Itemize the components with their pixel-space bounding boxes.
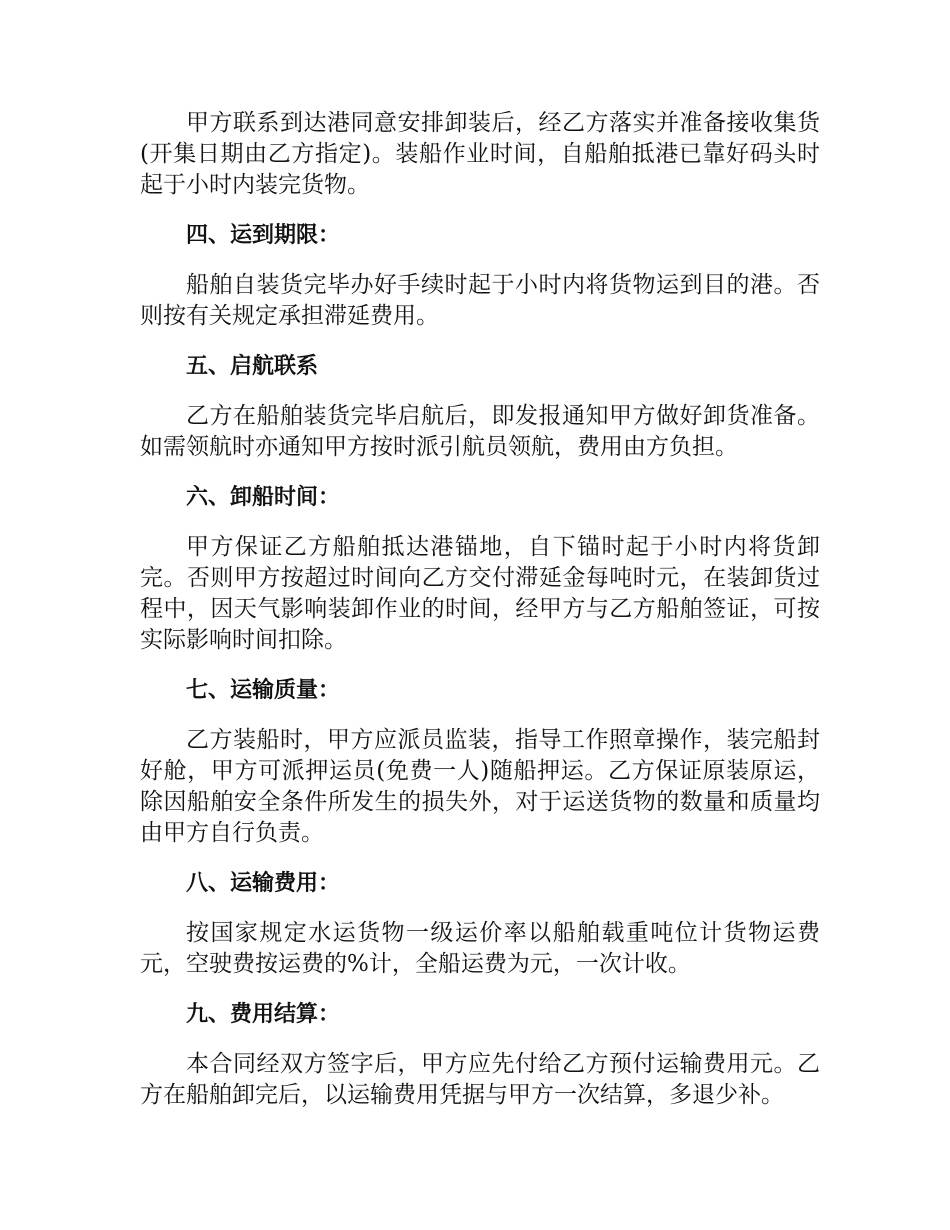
section-heading-settlement: 九、费用结算：	[186, 1002, 341, 1027]
loading-time-paragraph: 甲方联系到达港同意安排卸装后，经乙方落实并准备接收集货(开集日期由乙方指定)。装船作业时间，自船舶抵港已靠好码头时起于小时内装完货物。	[140, 110, 820, 198]
document-page	[140, 108, 820, 1130]
transport-cost-paragraph: 按国家规定水运货物一级运价率以船舶载重吨位计货物运费元，空驶费按运费的%计，全船运费为元，一次计收。	[140, 920, 820, 977]
section-heading-unloading-time: 六、卸船时间：	[186, 485, 341, 510]
section-heading-transport-quality: 七、运输质量：	[186, 678, 341, 703]
unloading-time-paragraph: 甲方保证乙方船舶抵达港锚地，自下锚时起于小时内将货卸完。否则甲方按超过时间向乙方交付滞延金每吨时元，在装卸货过程中，因天气影响装卸作业的时间，经甲方与乙方船舶签证，可按实际影响时间扣除。	[140, 534, 820, 653]
settlement-paragraph: 本合同经双方签字后，甲方应先付给乙方预付运输费用元。乙方在船舶卸完后，以运输费用凭据与甲方一次结算，多退少补。	[140, 1051, 820, 1108]
transport-quality-paragraph: 乙方装船时，甲方应派员监装，指导工作照章操作，装完船封好舱，甲方可派押运员(免费一人)随船押运。乙方保证原装原运，除因船舶安全条件所发生的损失外，对于运送货物的数量和质量均由甲方自行负责。	[140, 727, 820, 846]
section-heading-departure-contact: 五、启航联系	[186, 354, 319, 379]
section-heading-delivery-deadline: 四、运到期限：	[186, 223, 341, 248]
section-heading-transport-cost: 八、运输费用：	[186, 871, 341, 896]
delivery-deadline-paragraph: 船舶自装货完毕办好手续时起于小时内将货物运到目的港。否则按有关规定承担滞延费用。	[140, 272, 820, 329]
departure-contact-paragraph: 乙方在船舶装货完毕启航后，即发报通知甲方做好卸货准备。如需领航时亦通知甲方按时派引航员领航，费用由方负担。	[140, 403, 820, 460]
